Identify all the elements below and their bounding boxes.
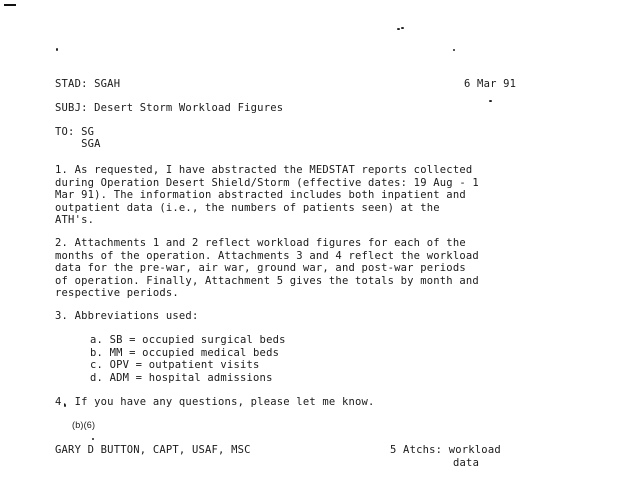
abbreviation-item: b. MM = occupied medical beds — [90, 346, 280, 359]
paragraph-3-heading: 3. Abbreviations used: — [55, 310, 199, 322]
scan-speck — [453, 49, 455, 51]
paragraph-1-line: outpatient data (i.e., the numbers of patients seen) at the — [55, 201, 440, 214]
scan-speck — [56, 48, 58, 51]
paragraph-2-line: respective periods. — [55, 287, 179, 299]
paragraph-2-line: of operation. Finally, Attachment 5 gives the totals by month and — [55, 274, 479, 287]
attachments-line: 5 Atchs: workload — [390, 444, 501, 456]
memo-subject: SUBJ: Desert Storm Workload Figures — [55, 102, 284, 114]
paragraph-2-line: months of the operation. Attachments 3 and 4 reflect the workload — [55, 249, 479, 262]
scan-speck — [92, 438, 94, 440]
scan-speck — [489, 100, 492, 102]
scan-edge-mark — [4, 4, 16, 6]
scan-speck — [397, 28, 400, 30]
to-line: SGA — [55, 138, 101, 150]
paragraph-1-line: ATH's. — [55, 214, 95, 226]
paragraph-1-line: during Operation Desert Shield/Storm (effective dates: 19 Aug - 1 — [55, 176, 479, 189]
abbreviation-item: d. ADM = hospital admissions — [90, 371, 273, 384]
paragraph-4: 4. If you have any questions, please let me know. — [55, 396, 375, 408]
paragraph-1-line: 1. As requested, I have abstracted the MEDSTAT reports collected — [55, 164, 473, 176]
abbreviation-item: c. OPV = outpatient visits — [90, 359, 260, 371]
signature-block: GARY D BUTTON, CAPT, USAF, MSC — [55, 444, 251, 456]
paragraph-2-line: 2. Attachments 1 and 2 reflect workload figures for each of the — [55, 237, 466, 249]
office-symbol: STAD: SGAH — [55, 78, 121, 90]
paragraph-1-line: Mar 91). The information abstracted includes both inpatient and — [55, 189, 466, 201]
attachments-line: data — [453, 456, 480, 469]
abbreviation-item: a. SB = occupied surgical beds — [90, 334, 286, 346]
to-line: TO: SG — [55, 126, 95, 138]
paragraph-2-line: data for the pre-war, air war, ground war, and post-war periods — [55, 262, 466, 274]
memo-date: 6 Mar 91 — [464, 78, 517, 90]
redaction-mark: (b)(6) — [72, 420, 96, 430]
scan-speck — [401, 27, 404, 29]
